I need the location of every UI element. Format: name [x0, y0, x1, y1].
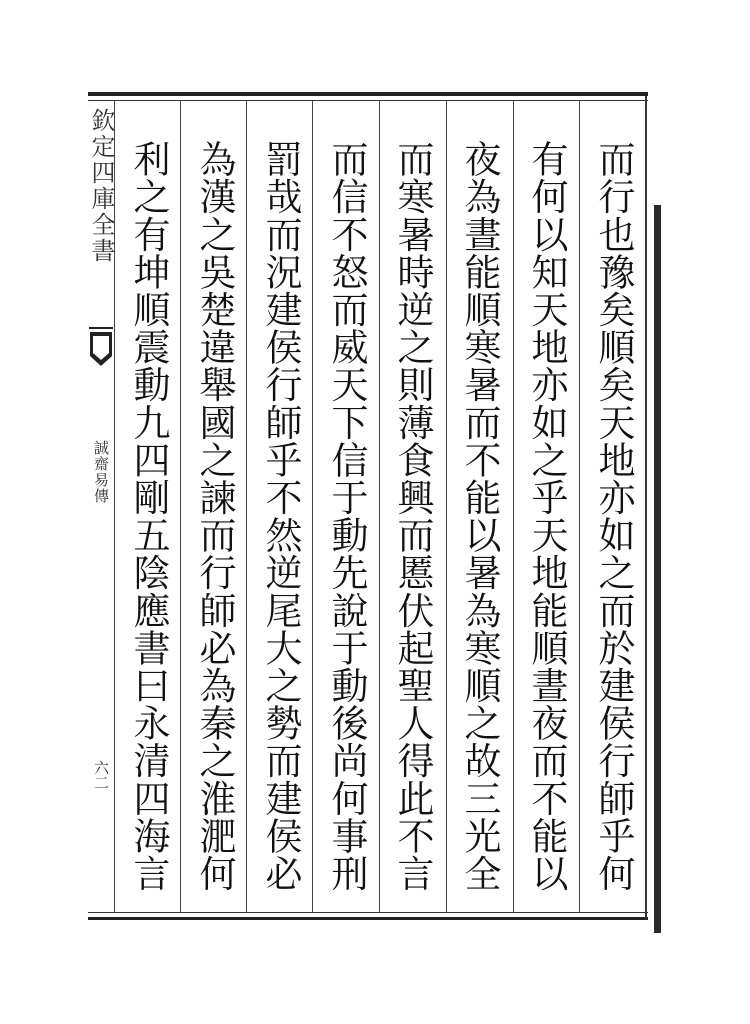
page-number: 六二	[92, 760, 110, 790]
column-rule	[579, 100, 580, 912]
text-column-3: 夜為晝能順寒暑而不能以暑為寒順之故三光全	[458, 140, 501, 892]
column-rule	[180, 100, 181, 912]
text-column-5: 而信不怒而威天下信于動先說于動後尚何事刑	[325, 140, 368, 892]
column-rule	[246, 100, 247, 912]
column-rule	[379, 100, 380, 912]
text-column-4: 而寒暑時逆之則薄食興而慝伏起聖人得此不言	[391, 140, 434, 892]
fishtail-mark-icon	[89, 326, 113, 370]
text-column-7: 為漢之吳楚違舉國之諫而行師必為秦之淮淝何	[193, 140, 236, 892]
text-column-8: 利之有坤順震動九四剛五陰應書曰永清四海言	[127, 140, 170, 892]
text-column-2: 有何以知天地亦如之乎天地能順晝夜而不能以	[525, 140, 568, 892]
text-column-6: 罰哉而況建侯行師乎不然逆尾大之勢而建侯必	[259, 140, 302, 892]
column-rule	[312, 100, 313, 912]
right-binding-edge	[654, 205, 661, 933]
column-rule	[513, 100, 514, 912]
column-rule	[446, 100, 447, 912]
book-title: 誠齋易傳	[92, 440, 110, 504]
right-border-rule	[645, 96, 647, 920]
text-column-1: 而行也豫矣順矣天地亦如之而於建侯行師乎何	[592, 140, 635, 892]
bottom-rule	[88, 912, 648, 913]
collection-title: 欽定四庫全書	[87, 108, 115, 264]
top-rule	[88, 100, 648, 101]
